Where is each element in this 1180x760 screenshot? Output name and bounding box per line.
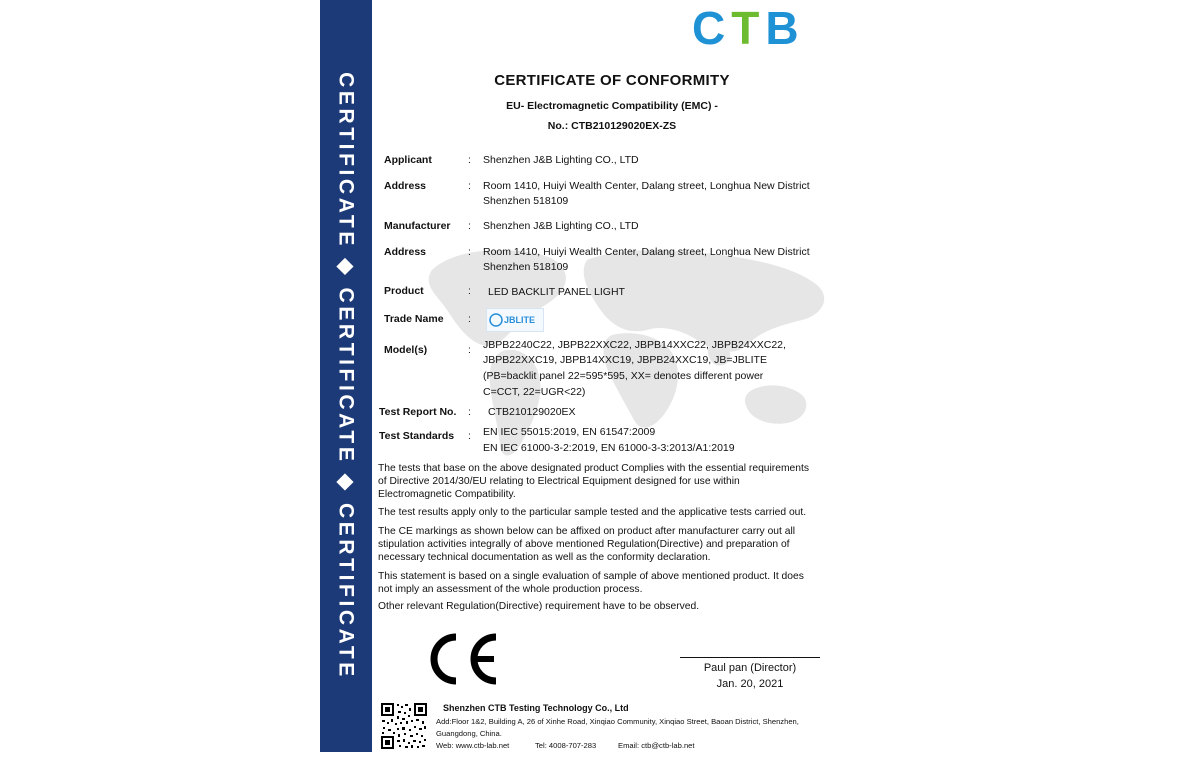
footer-web: Web: www.ctb-lab.net [436, 741, 510, 750]
footer-address: Guangdong, China. [436, 729, 502, 738]
test-standards-label: Test Standards [379, 430, 455, 442]
certificate-title: CERTIFICATE OF CONFORMITY [494, 72, 730, 89]
trade-name-label: Trade Name [384, 313, 444, 325]
footer-company-name: Shenzhen CTB Testing Technology Co., Ltd [443, 703, 629, 713]
paragraph-line: The CE markings as shown below can be affixed on product after manufacturer carry out all [378, 526, 796, 537]
address-line: Room 1410, Huiyi Wealth Center, Dalang street, Longhua New District [483, 180, 810, 192]
logo-letter-b: B [765, 2, 805, 54]
logo-letter-c: C [692, 2, 732, 54]
certificate-number: No.: CTB210129020EX-ZS [547, 120, 677, 132]
address-line: Shenzhen 518109 [483, 195, 569, 207]
statement-paragraph [378, 601, 848, 614]
address-line: Room 1410, Huiyi Wealth Center, Dalang street, Longhua New District [483, 246, 810, 258]
models-label: Model(s) [384, 344, 428, 356]
side-band-text: CERTIFICATE ◆ CERTIFICATE ◆ CERTIFICATE [334, 72, 358, 680]
test-standards-colon: : [468, 430, 471, 442]
address-colon: : [468, 246, 471, 258]
signature-line [680, 657, 820, 658]
paragraph-line: The tests that base on the above designated product Complies with the essential requirements [378, 463, 810, 474]
statement-paragraph [378, 463, 848, 501]
paragraph-line: Electromagnetic Compatibility. [378, 488, 516, 500]
applicant-colon: : [468, 154, 471, 166]
logo-letter-t: T [731, 2, 766, 54]
footer-address: Add:Floor 1&2, Building A, 26 of Xinhe Road, Xinqiao Community, Xinqiao Street, Baoan District, Shenzhen, [436, 717, 799, 726]
trade-name-logo-text: JBLITE [504, 315, 536, 325]
address-line: Shenzhen 518109 [483, 261, 569, 273]
applicant-label: Applicant [384, 154, 432, 166]
manufacturer-label: Manufacturer [384, 220, 451, 232]
paragraph-line: necessary technical documentation as well as the conformity declaration. [378, 551, 711, 563]
model-line: JBPB22XXC19, JBPB14XXC19, JBPB24XXC19, JB=JBLITE [483, 354, 767, 366]
paragraph-line: stipulation activities integrally of above mentioned Regulation(Directive) and preparation of [378, 538, 790, 550]
signatory-name: Paul pan (Director) [703, 662, 797, 674]
product-label: Product [384, 285, 424, 297]
model-line: C=CCT, 22=UGR<22) [483, 386, 586, 398]
address-label: Address [384, 180, 427, 192]
signature-date: Jan. 20, 2021 [716, 678, 784, 690]
product-value: LED BACKLIT PANEL LIGHT [488, 286, 625, 298]
certificate-subtitle: EU- Electromagnetic Compatibility (EMC) - [506, 100, 718, 112]
address-label: Address [384, 246, 427, 258]
manufacturer-colon: : [468, 220, 471, 232]
paragraph-line: not imply an assessment of the whole production process. [378, 583, 643, 595]
footer-tel: Tel: 4008-707-283 [535, 741, 597, 750]
qr-code [380, 702, 428, 750]
paragraph-line: This statement is based on a single evaluation of sample of above mentioned product. It does [378, 571, 804, 582]
model-line: (PB=backlit panel 22=595*595, XX= denotes different power [483, 370, 764, 382]
models-colon: : [468, 344, 471, 356]
trade-name-logo [486, 308, 544, 332]
test-report-colon: : [468, 406, 471, 418]
paragraph-line: of Directive 2014/30/EU relating to Electrical Equipment designed for use within [378, 475, 740, 487]
paragraph-line: Other relevant Regulation(Directive) requirement have to be observed. [378, 601, 700, 612]
applicant-value: Shenzhen J&B Lighting CO., LTD [483, 154, 639, 166]
model-line: JBPB2240C22, JBPB22XXC22, JBPB14XXC22, JBPB24XXC22, [483, 339, 786, 351]
ce-mark-icon [424, 628, 504, 690]
test-report-label: Test Report No. [379, 406, 457, 418]
footer-email: Email: ctb@ctb-lab.net [618, 741, 695, 750]
paragraph-line: The test results apply only to the particular sample tested and the applicative tests carried out. [378, 507, 807, 518]
ctb-logo [692, 2, 842, 54]
manufacturer-value: Shenzhen J&B Lighting CO., LTD [483, 220, 639, 232]
test-standard-line: EN IEC 55015:2019, EN 61547:2009 [483, 426, 656, 438]
trade-name-colon: : [468, 313, 471, 325]
statement-paragraph [378, 571, 848, 597]
test-report-value: CTB210129020EX [488, 406, 576, 418]
product-colon: : [468, 285, 471, 297]
test-standard-line: EN IEC 61000-3-2:2019, EN 61000-3-3:2013/A1:2019 [483, 442, 735, 454]
statement-paragraph [378, 507, 848, 520]
statement-paragraph [378, 526, 848, 564]
address-colon: : [468, 180, 471, 192]
